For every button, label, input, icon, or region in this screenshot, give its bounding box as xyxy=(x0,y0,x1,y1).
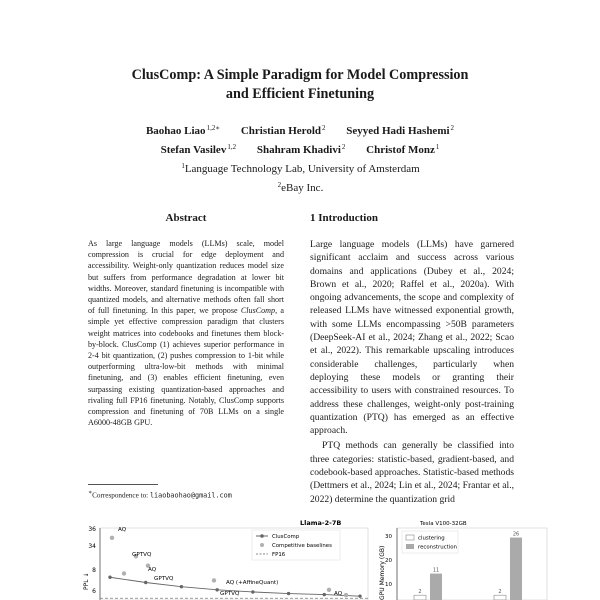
footnote-rule xyxy=(88,484,158,485)
intro-heading: 1 Introduction xyxy=(310,212,378,224)
author-row-1 xyxy=(40,120,560,139)
legend-label: clustering xyxy=(418,535,445,542)
cluscomp-point xyxy=(323,593,326,596)
author: Shahram Khadivi$^2$ xyxy=(256,143,346,156)
baseline-point xyxy=(212,578,216,582)
y-tick-label: 8 xyxy=(92,567,96,574)
y-axis-label: PPL ↓ xyxy=(83,572,90,590)
bar-clustering xyxy=(494,595,506,600)
email-link[interactable]: liaobaohao@gmail.com xyxy=(149,491,232,500)
author: Seyyed Hadi Hashemi$^2$ xyxy=(346,124,455,137)
intro-paragraph-2: PTQ methods can generally be classified into three categories: statistic-based, gradient-based, and codebook-based approaches. Statistic-based methods (Dettmers et al., 2024; Lin et al., 2024; Frantar et al., 2022) determine the quantization grid xyxy=(310,440,514,505)
line-chart xyxy=(83,519,368,600)
legend-label: FP16 xyxy=(272,552,286,558)
legend-marker-baseline xyxy=(260,543,264,547)
abstract-text: As large language models (LLMs) scale, model compression is crucial for edge deployment and accessibility. Weight-only quantization reduces model size but suffers from performance degradation at lower bit widths. Moreover, standard finetuning is incompatible with quantized models, and alternative methods often fall short of full finetuning. In this paper, we propose ClusComp, a simple yet effective compression paradigm that clusters weight matrices into codebooks and finetunes them block-by-block. ClusComp (1) achieves superior performance in 2-4 bit quantization, (2) pushes compression to 1-bit while outperforming ultra-low-bit methods with minimal finetuning, and (3) enables efficient finetuning, even surpassing existing quantization-based approaches and rivaling full FP16 finetuning. Notably, ClusComp supports compression and finetuning of 70B LLMs on a single A6000-48GB GPU. xyxy=(88,239,284,428)
bar-y-tick-label: 30 xyxy=(385,534,392,540)
bar-data-label: 26 xyxy=(512,531,520,538)
annotation: AQ (+AffineQuant) xyxy=(226,580,279,586)
cluscomp-point xyxy=(215,588,218,591)
bar-chart-title: Tesla V100-32GB xyxy=(420,521,467,527)
bar-chart xyxy=(379,521,547,600)
y-tick-label: 34 xyxy=(88,543,96,550)
footnote: ∗Correspondence to: liaobaohao@gmail.com xyxy=(88,490,232,500)
bar-reconstruction xyxy=(430,574,442,600)
legend xyxy=(252,530,340,560)
baseline-point xyxy=(110,536,114,540)
bar-reconstruction xyxy=(510,538,522,600)
legend-label: ClusComp xyxy=(272,534,300,540)
bar-data-label: 2 xyxy=(418,589,422,596)
figure-svg xyxy=(84,518,564,600)
legend-swatch-reconstruction xyxy=(406,544,414,549)
cluscomp-point xyxy=(144,581,147,584)
cluscomp-point xyxy=(358,594,361,597)
abstract-heading: Abstract xyxy=(165,212,207,224)
bar-data-label: 2 xyxy=(498,589,502,596)
bar-legend xyxy=(402,531,458,553)
annotation: AQ xyxy=(118,527,127,533)
annotation: GPTVQ xyxy=(132,552,152,558)
bar-y-tick-label: 10 xyxy=(385,582,392,588)
legend-label: reconstruction xyxy=(418,544,457,551)
bar-data-label: 11 xyxy=(432,567,440,574)
intro-paragraph-1: Large language models (LLMs) have garnered significant acclaim and success across various domains and applications (Dubey et al., 2024; Brown et al., 2020; Raffel et al., 2020a). With ongoing advancements, the scope and complexity of released LLMs have witnessed exponential growth, with some LLMs encompassing >50B parameters (DeepSeek-AI et al., 2024; Zhang et al., 2022; Scao et al., 2022). This remarkable upscaling introduces considerable challenges, particularly when deploying these models or granting their accessibility to users with constrained resources. To address these challenges, weight-only post-training quantization (PTQ) has emerged as an effective approach. xyxy=(310,239,514,437)
author: Christian Herold$^2$ xyxy=(240,124,326,137)
right-column xyxy=(310,211,514,506)
y-tick-label: 6 xyxy=(92,588,96,595)
author: Christof Monz$^1$ xyxy=(366,143,440,156)
left-column xyxy=(88,211,284,428)
cluscomp-point xyxy=(251,590,254,593)
bar-y-tick-label: 20 xyxy=(385,558,392,564)
title-line-2: and Efficient Finetuning xyxy=(225,86,375,102)
chart-title: Llama-2-7B xyxy=(300,519,342,527)
annotation: AQ xyxy=(148,567,157,573)
annotation: GPTVQ xyxy=(154,576,174,582)
y-tick-label: 36 xyxy=(88,526,96,533)
affiliation-1: $^1$Language Technology Lab, University of Amsterdam xyxy=(181,162,420,175)
author: Stefan Vasilev$^{1,2}$ xyxy=(160,143,237,156)
figure-1 xyxy=(84,518,564,600)
affiliation-2: $^2$eBay Inc. xyxy=(277,181,324,194)
bar-y-axis-label: GPU Memory (GB) xyxy=(379,545,386,600)
cluscomp-point xyxy=(108,576,111,579)
baseline-point xyxy=(122,571,126,575)
baseline-point xyxy=(327,588,331,592)
title-line-1: ClusComp: A Simple Paradigm for Model Compression xyxy=(131,67,469,83)
bar-clustering xyxy=(414,595,426,600)
author-row-2 xyxy=(40,139,560,158)
cluscomp-point xyxy=(287,592,290,595)
annotation: GPTVQ xyxy=(220,591,240,597)
legend-marker-cluscomp xyxy=(260,534,264,538)
cluscomp-point xyxy=(180,585,183,588)
legend-label: Competitive baselines xyxy=(272,543,332,549)
paper-title xyxy=(40,66,560,104)
baseline-point xyxy=(344,593,348,597)
author: Baohao Liao$^{1,2∗}$ xyxy=(145,124,221,137)
author-block xyxy=(40,120,560,196)
annotation: AQ xyxy=(334,591,343,597)
